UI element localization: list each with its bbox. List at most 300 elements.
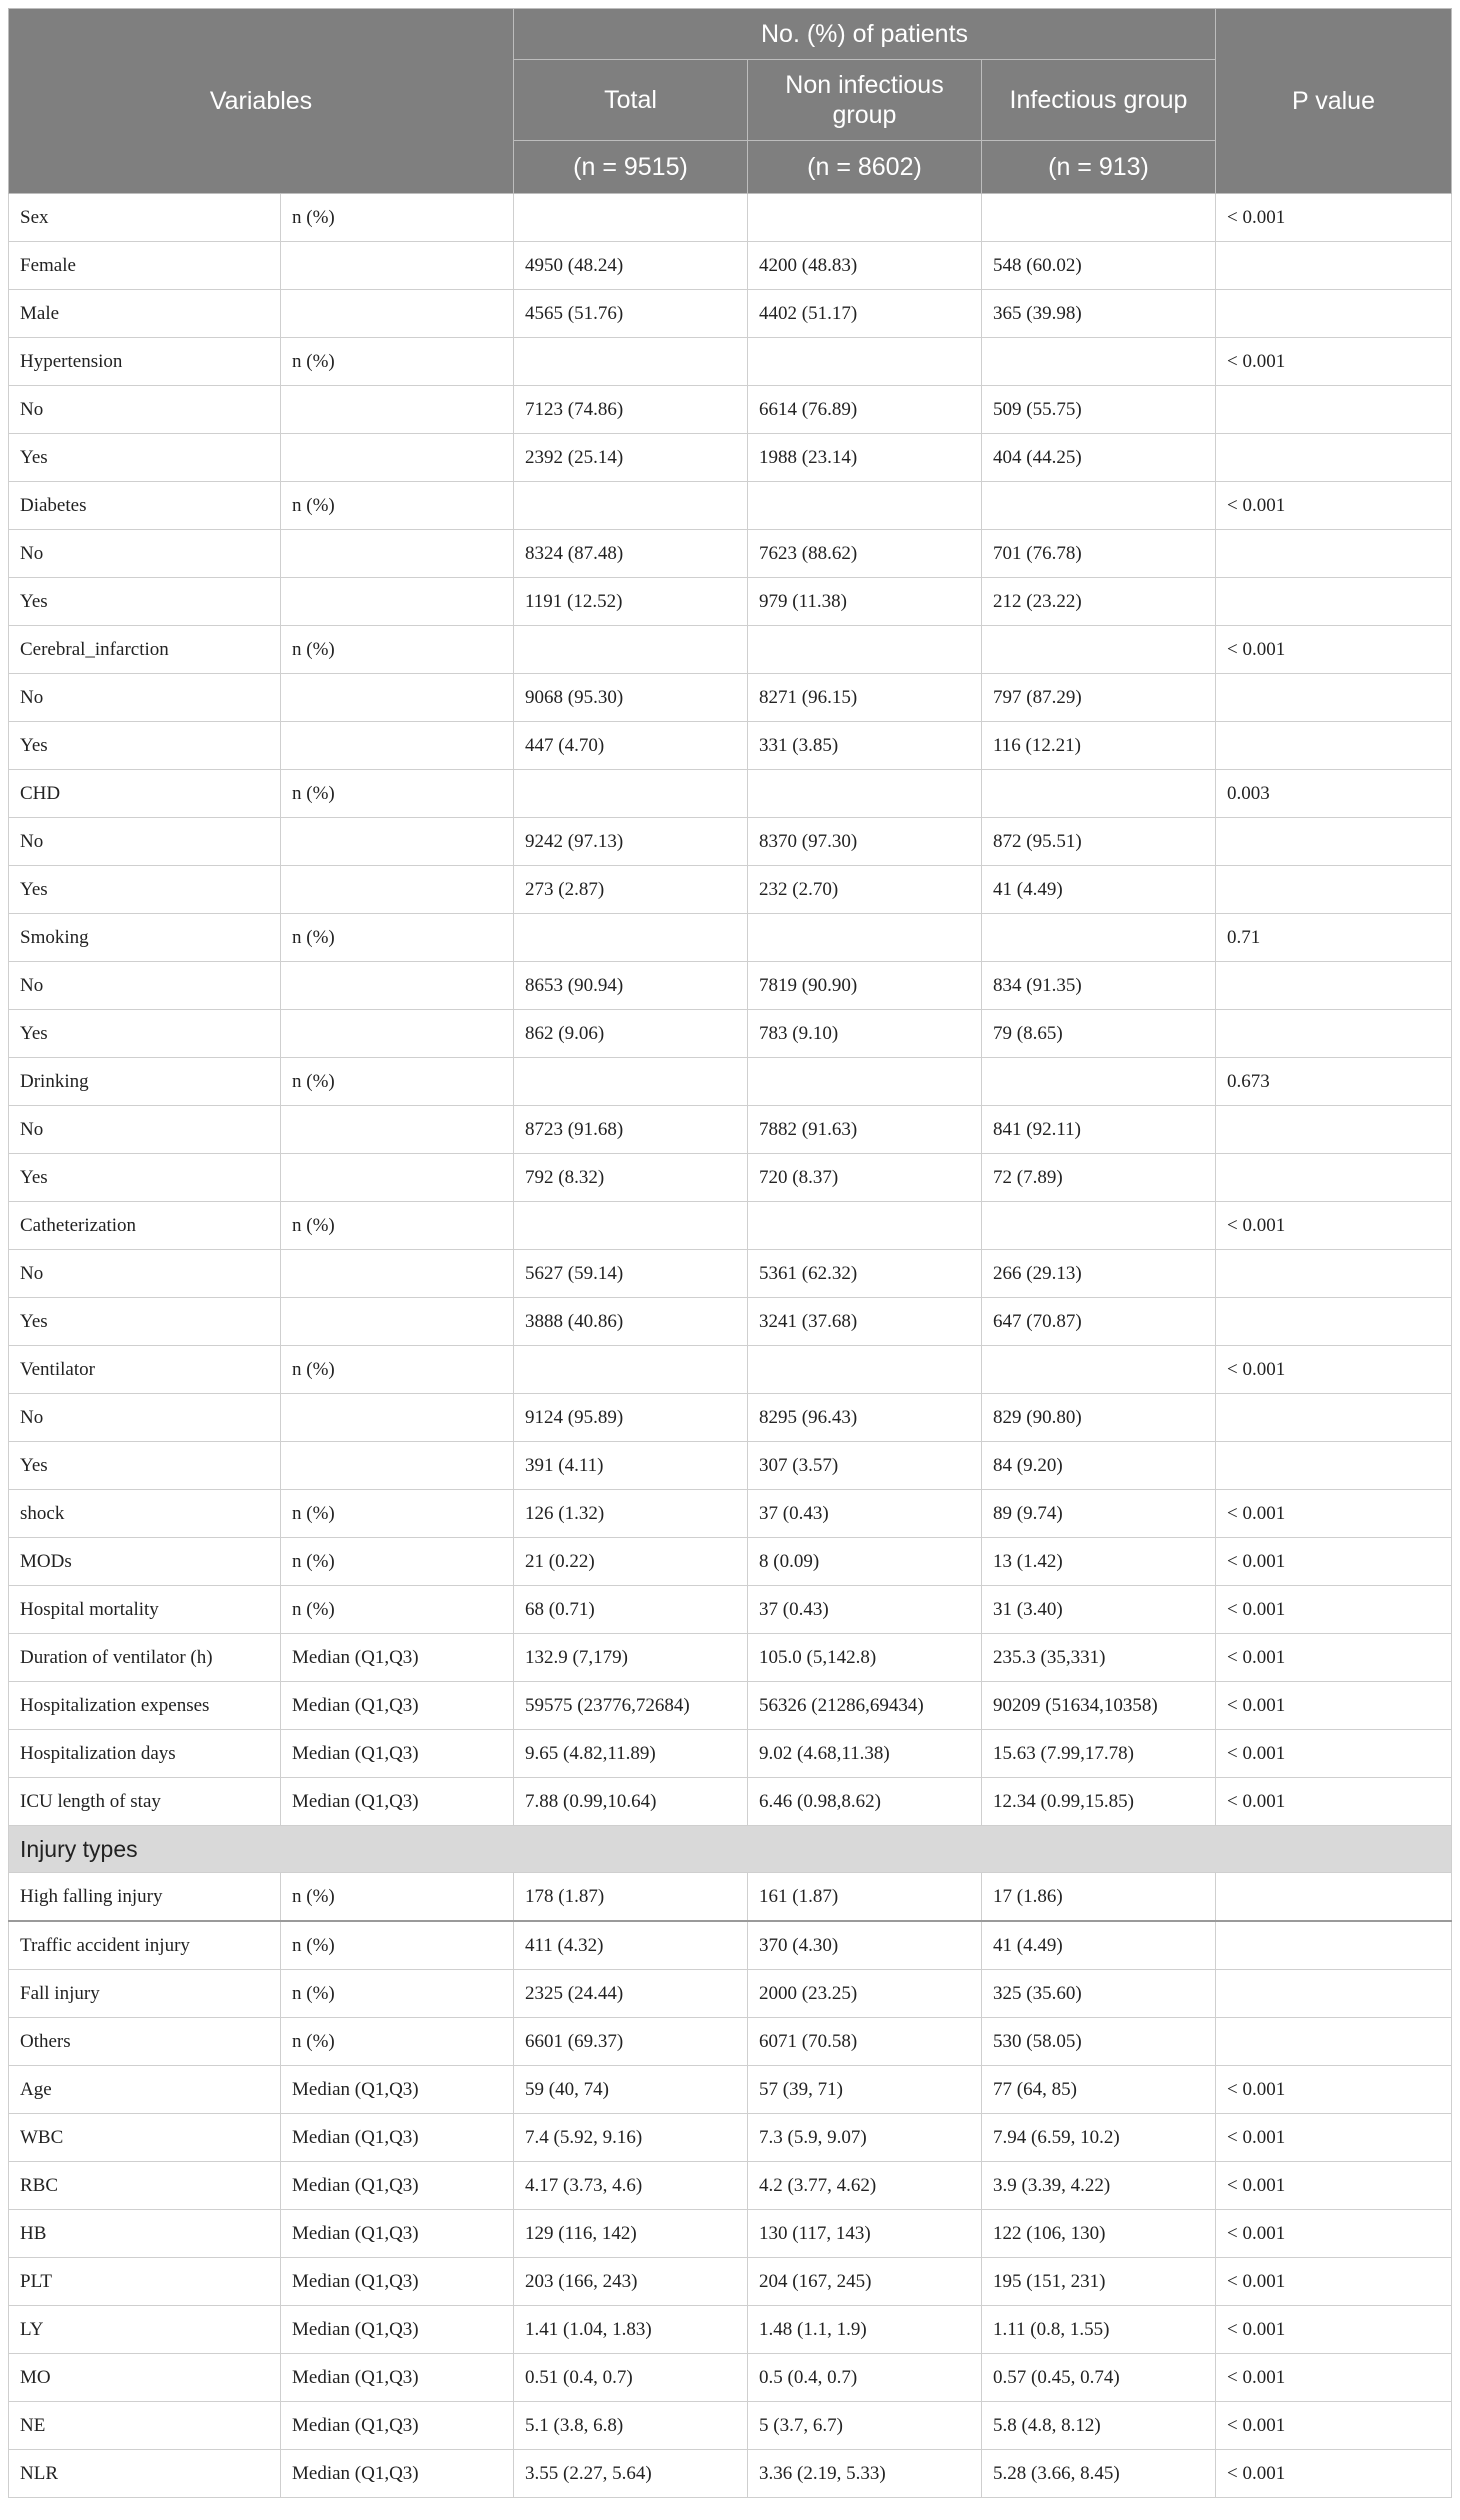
infectious-cell (982, 770, 1216, 818)
variable-cell: Fall injury (9, 1970, 281, 2018)
total-cell: 178 (1.87) (514, 1873, 748, 1922)
pvalue-cell (1216, 962, 1452, 1010)
non-infectious-cell: 57 (39, 71) (748, 2066, 982, 2114)
total-cell: 1191 (12.52) (514, 578, 748, 626)
variable-cell: Male (9, 290, 281, 338)
total-cell: 21 (0.22) (514, 1538, 748, 1586)
statistic-cell: Median (Q1,Q3) (281, 2402, 514, 2450)
infectious-cell: 5.28 (3.66, 8.45) (982, 2450, 1216, 2498)
variable-cell: NLR (9, 2450, 281, 2498)
table-row (9, 482, 1452, 530)
table-row (9, 674, 1452, 722)
infectious-cell: 266 (29.13) (982, 1250, 1216, 1298)
infectious-cell: 212 (23.22) (982, 578, 1216, 626)
statistic-cell: Median (Q1,Q3) (281, 2066, 514, 2114)
pvalue-cell (1216, 2018, 1452, 2066)
pvalue-cell: < 0.001 (1216, 1634, 1452, 1682)
total-cell: 8653 (90.94) (514, 962, 748, 1010)
variable-cell: Yes (9, 866, 281, 914)
variable-cell: Hypertension (9, 338, 281, 386)
group-title-header: No. (%) of patients (514, 9, 1216, 60)
variable-cell: Female (9, 242, 281, 290)
table-row (9, 1778, 1452, 1826)
total-cell: 7.4 (5.92, 9.16) (514, 2114, 748, 2162)
non-infectious-cell: 4.2 (3.77, 4.62) (748, 2162, 982, 2210)
statistic-cell (281, 1010, 514, 1058)
table-row (9, 1106, 1452, 1154)
total-cell (514, 1346, 748, 1394)
statistic-cell (281, 1250, 514, 1298)
infectious-cell: 116 (12.21) (982, 722, 1216, 770)
table-row (9, 866, 1452, 914)
table-row (9, 1346, 1452, 1394)
total-cell (514, 194, 748, 242)
table-row (9, 2402, 1452, 2450)
infectious-cell: 41 (4.49) (982, 1921, 1216, 1970)
statistic-cell: n (%) (281, 1586, 514, 1634)
infectious-cell: 0.57 (0.45, 0.74) (982, 2354, 1216, 2402)
table-row (9, 2114, 1452, 2162)
table-row (9, 1921, 1452, 1970)
pvalue-cell (1216, 434, 1452, 482)
infectious-cell: 829 (90.80) (982, 1394, 1216, 1442)
variable-cell: Diabetes (9, 482, 281, 530)
total-cell: 3.55 (2.27, 5.64) (514, 2450, 748, 2498)
pvalue-cell: < 0.001 (1216, 338, 1452, 386)
statistic-cell: n (%) (281, 914, 514, 962)
non-infectious-cell (748, 626, 982, 674)
non-infectious-cell: 4200 (48.83) (748, 242, 982, 290)
statistic-cell: n (%) (281, 1873, 514, 1922)
variable-cell: CHD (9, 770, 281, 818)
pvalue-header: P value (1216, 9, 1452, 194)
non-infectious-cell: 6614 (76.89) (748, 386, 982, 434)
total-cell: 129 (116, 142) (514, 2210, 748, 2258)
non-infectious-cell: 6071 (70.58) (748, 2018, 982, 2066)
pvalue-cell: < 0.001 (1216, 1202, 1452, 1250)
pvalue-cell: < 0.001 (1216, 1346, 1452, 1394)
variable-cell: Catheterization (9, 1202, 281, 1250)
pvalue-cell: 0.673 (1216, 1058, 1452, 1106)
statistic-cell: Median (Q1,Q3) (281, 2450, 514, 2498)
table-row (9, 1490, 1452, 1538)
non-infectious-n-header: (n = 8602) (748, 141, 982, 194)
infectious-cell: 701 (76.78) (982, 530, 1216, 578)
table-row (9, 914, 1452, 962)
statistic-cell (281, 722, 514, 770)
pvalue-cell (1216, 818, 1452, 866)
pvalue-cell: < 0.001 (1216, 2258, 1452, 2306)
statistic-cell (281, 1442, 514, 1490)
variable-cell: No (9, 962, 281, 1010)
total-cell: 132.9 (7,179) (514, 1634, 748, 1682)
variable-cell: Traffic accident injury (9, 1921, 281, 1970)
total-cell: 126 (1.32) (514, 1490, 748, 1538)
non-infectious-cell (748, 1202, 982, 1250)
non-infectious-cell: 130 (117, 143) (748, 2210, 982, 2258)
statistic-cell (281, 290, 514, 338)
pvalue-cell (1216, 386, 1452, 434)
table-row (9, 386, 1452, 434)
non-infectious-cell (748, 194, 982, 242)
total-cell: 0.51 (0.4, 0.7) (514, 2354, 748, 2402)
non-infectious-cell: 7623 (88.62) (748, 530, 982, 578)
pvalue-cell (1216, 866, 1452, 914)
table-row (9, 2354, 1452, 2402)
non-infectious-header: Non infectious group (748, 60, 982, 141)
infectious-cell (982, 338, 1216, 386)
variable-cell: Hospitalization days (9, 1730, 281, 1778)
pvalue-cell: < 0.001 (1216, 1682, 1452, 1730)
infectious-cell: 325 (35.60) (982, 1970, 1216, 2018)
table-row (9, 1202, 1452, 1250)
statistic-cell: Median (Q1,Q3) (281, 2162, 514, 2210)
non-infectious-cell: 4402 (51.17) (748, 290, 982, 338)
variable-cell: Drinking (9, 1058, 281, 1106)
non-infectious-cell: 8295 (96.43) (748, 1394, 982, 1442)
table-row (9, 1250, 1452, 1298)
statistic-cell (281, 242, 514, 290)
total-cell: 447 (4.70) (514, 722, 748, 770)
total-cell: 273 (2.87) (514, 866, 748, 914)
infectious-cell: 530 (58.05) (982, 2018, 1216, 2066)
pvalue-cell: < 0.001 (1216, 2402, 1452, 2450)
non-infectious-cell: 979 (11.38) (748, 578, 982, 626)
pvalue-cell: < 0.001 (1216, 2066, 1452, 2114)
non-infectious-cell (748, 338, 982, 386)
non-infectious-cell: 56326 (21286,69434) (748, 1682, 982, 1730)
infectious-cell: 84 (9.20) (982, 1442, 1216, 1490)
total-cell: 6601 (69.37) (514, 2018, 748, 2066)
infectious-cell: 872 (95.51) (982, 818, 1216, 866)
non-infectious-cell: 7819 (90.90) (748, 962, 982, 1010)
variable-cell: No (9, 1394, 281, 1442)
statistic-cell: Median (Q1,Q3) (281, 2354, 514, 2402)
non-infectious-cell (748, 914, 982, 962)
pvalue-cell (1216, 1298, 1452, 1346)
infectious-cell: 365 (39.98) (982, 290, 1216, 338)
infectious-cell: 15.63 (7.99,17.78) (982, 1730, 1216, 1778)
table-row (9, 2306, 1452, 2354)
pvalue-cell: < 0.001 (1216, 2162, 1452, 2210)
pvalue-cell: < 0.001 (1216, 194, 1452, 242)
total-cell: 68 (0.71) (514, 1586, 748, 1634)
statistic-cell: n (%) (281, 770, 514, 818)
infectious-cell: 647 (70.87) (982, 1298, 1216, 1346)
total-cell: 4950 (48.24) (514, 242, 748, 290)
table-row (9, 1538, 1452, 1586)
statistic-cell: Median (Q1,Q3) (281, 1778, 514, 1826)
table-row (9, 2162, 1452, 2210)
infectious-cell (982, 482, 1216, 530)
pvalue-cell (1216, 578, 1452, 626)
statistic-cell (281, 578, 514, 626)
pvalue-cell (1216, 674, 1452, 722)
section-row (9, 1826, 1452, 1873)
table-row (9, 2066, 1452, 2114)
variable-cell: No (9, 530, 281, 578)
non-infectious-cell (748, 482, 982, 530)
table-row (9, 1970, 1452, 2018)
statistic-cell: n (%) (281, 1058, 514, 1106)
infectious-cell (982, 1058, 1216, 1106)
non-infectious-cell: 5 (3.7, 6.7) (748, 2402, 982, 2450)
infectious-cell: 5.8 (4.8, 8.12) (982, 2402, 1216, 2450)
infectious-cell (982, 914, 1216, 962)
variable-cell: No (9, 1250, 281, 1298)
statistic-cell (281, 866, 514, 914)
total-cell: 792 (8.32) (514, 1154, 748, 1202)
pvalue-cell (1216, 722, 1452, 770)
variable-cell: No (9, 1106, 281, 1154)
pvalue-cell (1216, 530, 1452, 578)
pvalue-cell: 0.71 (1216, 914, 1452, 962)
non-infectious-cell: 331 (3.85) (748, 722, 982, 770)
statistic-cell: n (%) (281, 1202, 514, 1250)
statistic-cell: Median (Q1,Q3) (281, 1634, 514, 1682)
table-row (9, 962, 1452, 1010)
pvalue-cell: < 0.001 (1216, 1586, 1452, 1634)
infectious-cell: 31 (3.40) (982, 1586, 1216, 1634)
statistic-cell: n (%) (281, 626, 514, 674)
non-infectious-cell: 232 (2.70) (748, 866, 982, 914)
table-row (9, 1730, 1452, 1778)
total-cell: 7123 (74.86) (514, 386, 748, 434)
non-infectious-cell: 9.02 (4.68,11.38) (748, 1730, 982, 1778)
pvalue-cell: < 0.001 (1216, 2306, 1452, 2354)
total-cell: 9124 (95.89) (514, 1394, 748, 1442)
total-cell: 203 (166, 243) (514, 2258, 748, 2306)
statistic-cell (281, 1154, 514, 1202)
variable-cell: NE (9, 2402, 281, 2450)
total-cell: 391 (4.11) (514, 1442, 748, 1490)
infectious-cell: 3.9 (3.39, 4.22) (982, 2162, 1216, 2210)
total-cell: 411 (4.32) (514, 1921, 748, 1970)
variable-cell: High falling injury (9, 1873, 281, 1922)
table-row (9, 1154, 1452, 1202)
total-cell: 8723 (91.68) (514, 1106, 748, 1154)
infectious-cell: 235.3 (35,331) (982, 1634, 1216, 1682)
infectious-cell: 195 (151, 231) (982, 2258, 1216, 2306)
infectious-cell: 1.11 (0.8, 1.55) (982, 2306, 1216, 2354)
pvalue-cell: < 0.001 (1216, 1538, 1452, 1586)
total-cell: 2392 (25.14) (514, 434, 748, 482)
table-row (9, 2018, 1452, 2066)
statistic-cell: n (%) (281, 1538, 514, 1586)
pvalue-cell (1216, 1010, 1452, 1058)
pvalue-cell: < 0.001 (1216, 2114, 1452, 2162)
table-row (9, 194, 1452, 242)
infectious-cell (982, 626, 1216, 674)
total-cell: 59575 (23776,72684) (514, 1682, 748, 1730)
infectious-cell (982, 1202, 1216, 1250)
table-row (9, 1058, 1452, 1106)
pvalue-cell: < 0.001 (1216, 626, 1452, 674)
statistic-cell (281, 434, 514, 482)
non-infectious-cell: 1.48 (1.1, 1.9) (748, 2306, 982, 2354)
variable-cell: Others (9, 2018, 281, 2066)
variable-cell: Yes (9, 722, 281, 770)
infectious-cell: 13 (1.42) (982, 1538, 1216, 1586)
statistic-cell: Median (Q1,Q3) (281, 2306, 514, 2354)
non-infectious-cell: 5361 (62.32) (748, 1250, 982, 1298)
non-infectious-cell: 105.0 (5,142.8) (748, 1634, 982, 1682)
patient-characteristics-table (8, 8, 1452, 2498)
infectious-cell (982, 1346, 1216, 1394)
variable-cell: Yes (9, 434, 281, 482)
pvalue-cell: < 0.001 (1216, 1730, 1452, 1778)
non-infectious-cell: 204 (167, 245) (748, 2258, 982, 2306)
infectious-cell: 90209 (51634,10358) (982, 1682, 1216, 1730)
statistic-cell (281, 1394, 514, 1442)
non-infectious-cell: 8271 (96.15) (748, 674, 982, 722)
non-infectious-cell: 720 (8.37) (748, 1154, 982, 1202)
non-infectious-cell: 3.36 (2.19, 5.33) (748, 2450, 982, 2498)
non-infectious-cell: 1988 (23.14) (748, 434, 982, 482)
total-cell: 9.65 (4.82,11.89) (514, 1730, 748, 1778)
table-row (9, 1394, 1452, 1442)
infectious-n-header: (n = 913) (982, 141, 1216, 194)
total-cell: 7.88 (0.99,10.64) (514, 1778, 748, 1826)
infectious-cell: 7.94 (6.59, 10.2) (982, 2114, 1216, 2162)
pvalue-cell (1216, 290, 1452, 338)
infectious-cell: 797 (87.29) (982, 674, 1216, 722)
non-infectious-cell: 8 (0.09) (748, 1538, 982, 1586)
total-cell: 8324 (87.48) (514, 530, 748, 578)
total-cell (514, 1058, 748, 1106)
pvalue-cell: < 0.001 (1216, 482, 1452, 530)
variable-cell: Yes (9, 578, 281, 626)
non-infectious-cell (748, 1058, 982, 1106)
table-row (9, 2258, 1452, 2306)
table-row (9, 626, 1452, 674)
variable-cell: No (9, 818, 281, 866)
table-row (9, 242, 1452, 290)
total-cell (514, 626, 748, 674)
table-row (9, 1010, 1452, 1058)
non-infectious-cell: 2000 (23.25) (748, 1970, 982, 2018)
table-row (9, 1298, 1452, 1346)
statistic-cell (281, 1298, 514, 1346)
statistic-cell: n (%) (281, 1921, 514, 1970)
non-infectious-cell: 783 (9.10) (748, 1010, 982, 1058)
pvalue-cell: < 0.001 (1216, 1778, 1452, 1826)
table-row (9, 1586, 1452, 1634)
table-row (9, 2210, 1452, 2258)
variable-cell: Yes (9, 1298, 281, 1346)
total-cell: 5627 (59.14) (514, 1250, 748, 1298)
infectious-cell: 77 (64, 85) (982, 2066, 1216, 2114)
total-cell: 3888 (40.86) (514, 1298, 748, 1346)
variable-cell: RBC (9, 2162, 281, 2210)
statistic-cell: n (%) (281, 194, 514, 242)
table-row (9, 530, 1452, 578)
pvalue-cell (1216, 1106, 1452, 1154)
variable-cell: Smoking (9, 914, 281, 962)
variable-cell: MO (9, 2354, 281, 2402)
infectious-cell: 122 (106, 130) (982, 2210, 1216, 2258)
infectious-cell: 548 (60.02) (982, 242, 1216, 290)
statistic-cell (281, 962, 514, 1010)
total-cell: 2325 (24.44) (514, 1970, 748, 2018)
total-cell (514, 338, 748, 386)
non-infectious-cell (748, 770, 982, 818)
non-infectious-cell: 7.3 (5.9, 9.07) (748, 2114, 982, 2162)
variable-cell: No (9, 386, 281, 434)
variable-cell: WBC (9, 2114, 281, 2162)
table-row (9, 818, 1452, 866)
statistic-cell (281, 674, 514, 722)
total-header: Total (514, 60, 748, 141)
statistic-cell: Median (Q1,Q3) (281, 2210, 514, 2258)
table-row (9, 338, 1452, 386)
pvalue-cell: < 0.001 (1216, 2450, 1452, 2498)
table-row (9, 290, 1452, 338)
statistic-cell (281, 530, 514, 578)
non-infectious-cell: 3241 (37.68) (748, 1298, 982, 1346)
statistic-cell: Median (Q1,Q3) (281, 1730, 514, 1778)
statistic-cell (281, 386, 514, 434)
infectious-cell: 404 (44.25) (982, 434, 1216, 482)
statistic-cell: Median (Q1,Q3) (281, 2258, 514, 2306)
variable-cell: shock (9, 1490, 281, 1538)
table-row (9, 722, 1452, 770)
non-infectious-cell: 0.5 (0.4, 0.7) (748, 2354, 982, 2402)
variable-cell: Yes (9, 1442, 281, 1490)
non-infectious-cell: 37 (0.43) (748, 1586, 982, 1634)
variable-cell: Hospitalization expenses (9, 1682, 281, 1730)
variable-cell: No (9, 674, 281, 722)
pvalue-cell: < 0.001 (1216, 2210, 1452, 2258)
variable-cell: Yes (9, 1154, 281, 1202)
pvalue-cell: < 0.001 (1216, 1490, 1452, 1538)
total-cell: 9242 (97.13) (514, 818, 748, 866)
pvalue-cell: < 0.001 (1216, 2354, 1452, 2402)
variable-cell: Hospital mortality (9, 1586, 281, 1634)
non-infectious-cell: 370 (4.30) (748, 1921, 982, 1970)
table-row (9, 578, 1452, 626)
infectious-cell: 841 (92.11) (982, 1106, 1216, 1154)
total-cell: 5.1 (3.8, 6.8) (514, 2402, 748, 2450)
statistic-cell: n (%) (281, 2018, 514, 2066)
pvalue-cell (1216, 1154, 1452, 1202)
non-infectious-cell: 7882 (91.63) (748, 1106, 982, 1154)
non-infectious-cell: 37 (0.43) (748, 1490, 982, 1538)
variable-cell: HB (9, 2210, 281, 2258)
variable-cell: Sex (9, 194, 281, 242)
pvalue-cell (1216, 1250, 1452, 1298)
infectious-cell: 72 (7.89) (982, 1154, 1216, 1202)
infectious-cell: 17 (1.86) (982, 1873, 1216, 1922)
infectious-cell (982, 194, 1216, 242)
statistic-cell: n (%) (281, 1490, 514, 1538)
pvalue-cell (1216, 1921, 1452, 1970)
total-cell: 59 (40, 74) (514, 2066, 748, 2114)
non-infectious-cell: 8370 (97.30) (748, 818, 982, 866)
infectious-cell: 89 (9.74) (982, 1490, 1216, 1538)
variable-cell: LY (9, 2306, 281, 2354)
table-body (9, 194, 1452, 2498)
statistic-cell: n (%) (281, 1970, 514, 2018)
variables-header: Variables (9, 9, 514, 194)
pvalue-cell: 0.003 (1216, 770, 1452, 818)
pvalue-cell (1216, 1394, 1452, 1442)
pvalue-cell (1216, 1442, 1452, 1490)
variable-cell: Ventilator (9, 1346, 281, 1394)
infectious-cell: 509 (55.75) (982, 386, 1216, 434)
variable-cell: PLT (9, 2258, 281, 2306)
table-row (9, 1682, 1452, 1730)
